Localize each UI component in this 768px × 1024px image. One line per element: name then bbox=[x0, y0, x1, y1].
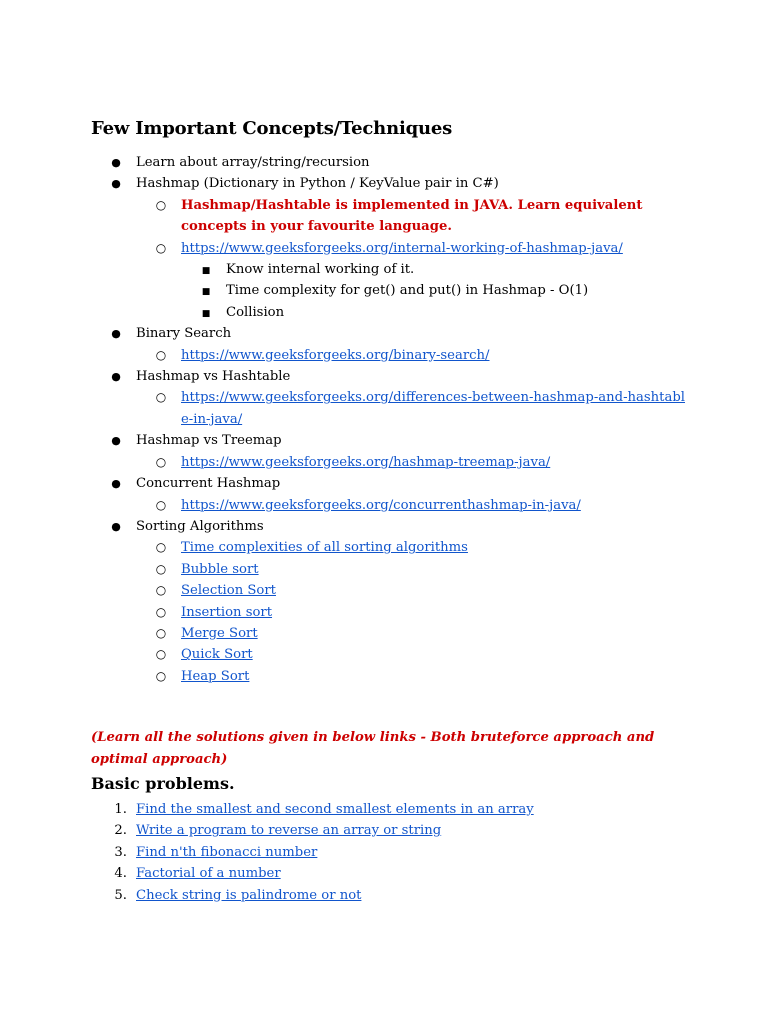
item-number: 5. bbox=[114, 887, 127, 903]
list-item bbox=[91, 820, 691, 841]
item-text: Know internal working of it. bbox=[226, 262, 415, 278]
topic-label: Hashmap vs Hashtable bbox=[136, 369, 291, 385]
basic-problems-list bbox=[91, 799, 691, 906]
topic-label: Sorting Algorithms bbox=[136, 518, 264, 534]
list-item bbox=[136, 623, 691, 644]
list-item bbox=[181, 259, 691, 280]
page-title: Few Important Concepts/Techniques bbox=[91, 118, 453, 139]
item-text: Collision bbox=[226, 304, 285, 320]
link-merge-sort[interactable]: Merge Sort bbox=[181, 625, 258, 641]
circle-bullet-icon bbox=[154, 345, 168, 366]
circle-bullet-icon bbox=[154, 495, 168, 516]
link-heap-sort[interactable]: Heap Sort bbox=[181, 668, 250, 684]
sublist bbox=[181, 259, 691, 323]
circle-bullet-icon bbox=[154, 387, 168, 408]
link-hashmap-treemap[interactable]: https://www.geeksforgeeks.org/hashmap-treemap-java/ bbox=[181, 454, 551, 470]
bullet-icon bbox=[109, 173, 123, 194]
section-title: Basic problems. bbox=[91, 773, 235, 793]
link-hashmap-vs-hashtable[interactable]: https://www.geeksforgeeks.org/differences-between-hashmap-and-hashtable-in-java/ bbox=[181, 390, 685, 427]
circle-bullet-icon bbox=[154, 602, 168, 623]
circle-bullet-icon bbox=[154, 580, 168, 601]
list-item bbox=[91, 323, 691, 366]
list-item bbox=[91, 473, 691, 516]
item-number: 1. bbox=[114, 801, 127, 817]
circle-bullet-icon bbox=[154, 623, 168, 644]
circle-bullet-icon bbox=[154, 238, 168, 259]
item-text: Time complexity for get() and put() in Hashmap - O(1) bbox=[226, 283, 589, 299]
circle-bullet-icon bbox=[154, 666, 168, 687]
sublist bbox=[136, 387, 691, 430]
list-item bbox=[136, 666, 691, 687]
square-bullet-icon bbox=[199, 259, 213, 282]
link-problem-palindrome[interactable]: Check string is palindrome or not bbox=[136, 887, 362, 903]
sublist bbox=[136, 195, 691, 323]
topic-label: Learn about array/string/recursion bbox=[136, 155, 370, 170]
circle-bullet-icon bbox=[154, 644, 168, 665]
link-problem-fibonacci[interactable]: Find n'th fibonacci number bbox=[136, 844, 318, 860]
link-bubble-sort[interactable]: Bubble sort bbox=[181, 561, 259, 577]
sublist bbox=[136, 452, 691, 473]
topic-label: Concurrent Hashmap bbox=[136, 476, 281, 492]
list-item bbox=[136, 580, 691, 601]
item-number: 4. bbox=[114, 866, 127, 882]
topic-label: Binary Search bbox=[136, 326, 232, 342]
list-item bbox=[136, 602, 691, 623]
list-item bbox=[181, 302, 691, 323]
circle-bullet-icon bbox=[154, 559, 168, 580]
document-content bbox=[91, 116, 691, 906]
link-problem-factorial[interactable]: Factorial of a number bbox=[136, 866, 281, 882]
list-item bbox=[136, 559, 691, 580]
list-item bbox=[136, 495, 691, 516]
item-number: 2. bbox=[114, 823, 127, 839]
bullet-icon bbox=[109, 473, 123, 494]
list-item bbox=[91, 430, 691, 473]
link-selection-sort[interactable]: Selection Sort bbox=[181, 583, 276, 599]
circle-bullet-icon bbox=[154, 195, 168, 216]
link-binary-search[interactable]: https://www.geeksforgeeks.org/binary-search/ bbox=[181, 347, 490, 363]
link-problem-smallest[interactable]: Find the smallest and second smallest elements in an array bbox=[136, 801, 534, 817]
list-item bbox=[91, 799, 691, 820]
bullet-icon bbox=[109, 323, 123, 344]
list-item bbox=[136, 537, 691, 558]
link-concurrent-hashmap[interactable]: https://www.geeksforgeeks.org/concurrenthashmap-in-java/ bbox=[181, 497, 581, 513]
list-item bbox=[91, 885, 691, 906]
list-item bbox=[136, 452, 691, 473]
link-quick-sort[interactable]: Quick Sort bbox=[181, 647, 253, 663]
bullet-icon bbox=[109, 516, 123, 537]
list-item bbox=[91, 366, 691, 430]
list-item bbox=[136, 387, 691, 430]
instruction-note: (Learn all the solutions given in below links - Both bruteforce approach and optimal approach) bbox=[91, 730, 655, 767]
list-item bbox=[91, 842, 691, 863]
circle-bullet-icon bbox=[154, 452, 168, 473]
link-problem-reverse[interactable]: Write a program to reverse an array or string bbox=[136, 823, 442, 839]
bullet-icon bbox=[109, 430, 123, 451]
item-number: 3. bbox=[114, 844, 127, 860]
topic-label: Hashmap vs Treemap bbox=[136, 433, 282, 449]
sublist bbox=[136, 537, 691, 687]
list-item bbox=[136, 195, 691, 238]
square-bullet-icon bbox=[199, 280, 213, 303]
list-item bbox=[91, 152, 691, 173]
red-note: Hashmap/Hashtable is implemented in JAVA. Learn equivalent concepts in your favourite language. bbox=[181, 197, 643, 235]
topic-label: Hashmap (Dictionary in Python / KeyValue pair in C#) bbox=[136, 176, 499, 192]
square-bullet-icon bbox=[199, 302, 213, 325]
list-item bbox=[91, 863, 691, 884]
list-item bbox=[91, 173, 691, 323]
list-item bbox=[181, 280, 691, 301]
sublist bbox=[136, 345, 691, 366]
topics-list bbox=[91, 152, 691, 687]
link-hashmap-internal[interactable]: https://www.geeksforgeeks.org/internal-working-of-hashmap-java/ bbox=[181, 240, 623, 256]
link-insertion-sort[interactable]: Insertion sort bbox=[181, 604, 273, 620]
link-sorting-complexities[interactable]: Time complexities of all sorting algorithms bbox=[181, 540, 468, 556]
list-item bbox=[136, 644, 691, 665]
sublist bbox=[136, 495, 691, 516]
list-item bbox=[136, 238, 691, 324]
list-item bbox=[91, 516, 691, 687]
circle-bullet-icon bbox=[154, 537, 168, 558]
bullet-icon bbox=[109, 366, 123, 387]
list-item bbox=[136, 345, 691, 366]
bullet-icon bbox=[109, 152, 123, 173]
